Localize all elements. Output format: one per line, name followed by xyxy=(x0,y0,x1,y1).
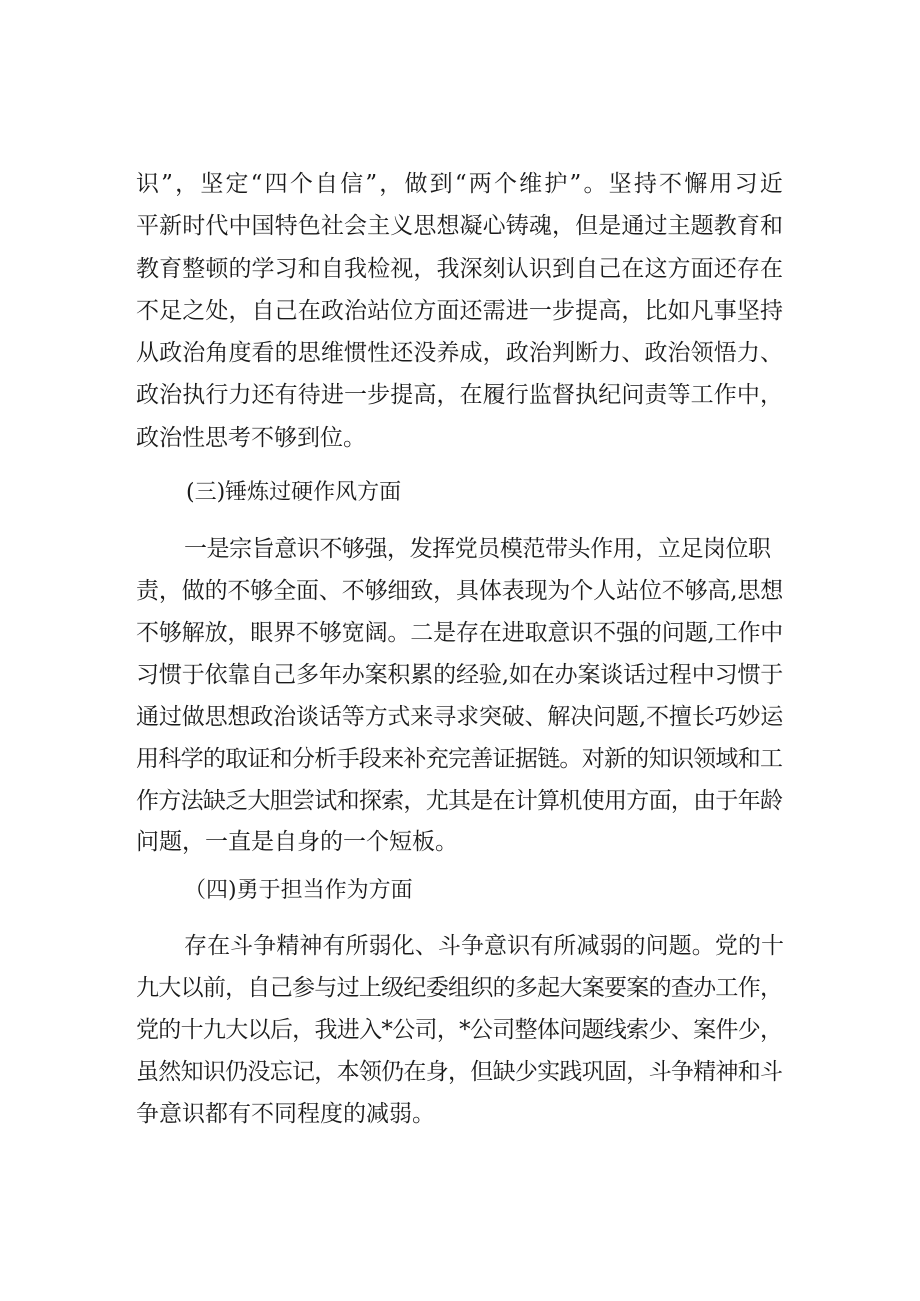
section-heading: (三)锤炼过硬作风方面 xyxy=(186,480,402,505)
text-line: 问题，一直是自身的一个短板。 xyxy=(136,829,458,855)
text-line: 作方法缺乏大胆尝试和探索，尤其是在计算机使用方面，由于年龄 xyxy=(136,788,783,814)
text-line: 不足之处，自己在政治站位方面还需进一步提高，比如凡事坚持 xyxy=(136,298,784,324)
text-line: 党的十九大以后，我进入*公司，*公司整体问题线索少、案件少， xyxy=(136,1017,783,1043)
text-line: 争意识都有不同程度的减弱。 xyxy=(136,1101,435,1127)
text-line: 政治执行力还有待进一步提高，在履行监督执纪问责等工作中， xyxy=(136,382,784,408)
text-line: 一是宗旨意识不够强，发挥党员模范带头作用，立足岗位职 xyxy=(184,536,771,562)
text-line: 用科学的取证和分析手段来补充完善证据链。对新的知识领域和工 xyxy=(136,746,783,772)
text-line: 识”，坚定“四个自信”，做到“两个维护”。坚持不懈用习近 xyxy=(136,171,785,197)
text-line: 从政治角度看的思维惯性还没养成，政治判断力、政治领悟力、 xyxy=(136,340,784,366)
text-line: 通过做思想政治谈话等方式来寻求突破、解决问题,不擅长巧妙运 xyxy=(136,704,784,730)
text-line: 不够解放，眼界不够宽阔。二是存在进取意识不强的问题,工作中 xyxy=(136,620,784,646)
text-line: 虽然知识仍没忘记，本领仍在身，但缺少实践巩固，斗争精神和斗 xyxy=(136,1059,783,1085)
text-line: 政治性思考不够到位。 xyxy=(136,425,366,451)
text-line: 教育整顿的学习和自我检视，我深刻认识到自己在这方面还存在 xyxy=(136,256,784,282)
text-line: 九大以前，自己参与过上级纪委组织的多起大案要案的查办工作， xyxy=(136,975,783,1001)
text-line: 存在斗争精神有所弱化、斗争意识有所减弱的问题。党的十 xyxy=(184,933,785,959)
text-line: 习惯于依靠自己多年办案积累的经验,如在办案谈话过程中习惯于 xyxy=(136,662,784,688)
text-line: 责，做的不够全面、不够细致，具体表现为个人站位不够高,思想 xyxy=(136,578,784,604)
text-line: 平新时代中国特色社会主义思想凝心铸魂，但是通过主题教育和 xyxy=(136,213,784,239)
section-heading: （四)勇于担当作为方面 xyxy=(184,878,413,903)
